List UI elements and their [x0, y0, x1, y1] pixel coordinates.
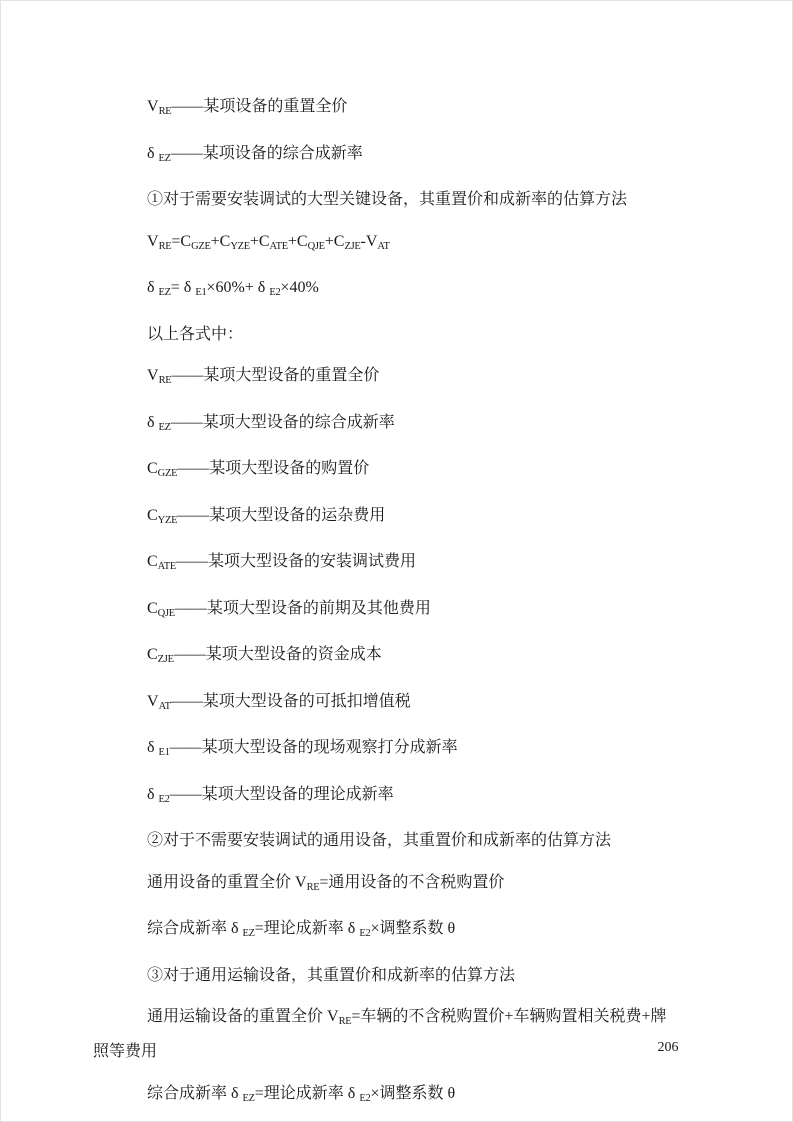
- text-run: δ: [147, 739, 159, 756]
- text-run: 照等费用: [93, 1043, 158, 1060]
- paragraph-4: [93, 227, 702, 262]
- text-run: ——某项大型设备的资金成本: [173, 646, 382, 663]
- text-run: =通用设备的不含税购置价: [319, 873, 505, 891]
- paragraph-2: [93, 139, 702, 174]
- subscript: GZE: [191, 240, 211, 252]
- text-run: 综合成新率 δ: [147, 1084, 243, 1102]
- subscript: YZE: [230, 240, 250, 252]
- text-run: 通用运输设备的重置全价 V: [147, 1008, 339, 1025]
- paragraph-15: [93, 733, 702, 768]
- text-run: δ: [147, 413, 159, 431]
- text-run: = δ: [170, 279, 196, 296]
- text-run: ——某项大型设备的重置全价: [171, 367, 380, 384]
- paragraph-13: [93, 640, 702, 675]
- subscript: E2: [158, 793, 170, 805]
- text-run: ——某项大型设备的现场观察打分成新率: [169, 739, 458, 756]
- text-run: C: [147, 646, 158, 663]
- text-run: ——某项设备的重置全价: [171, 98, 348, 115]
- paragraph-21: [93, 1002, 702, 1067]
- text-run: ——某项设备的综合成新率: [170, 144, 363, 162]
- subscript: RE: [158, 375, 172, 386]
- subscript: ZJE: [157, 654, 174, 665]
- subscript: E2: [269, 287, 281, 298]
- text-run: ——某项大型设备的运杂费用: [177, 506, 386, 524]
- page-number: 206: [657, 1040, 679, 1055]
- text-run: ——某项大型设备的购置价: [177, 460, 370, 477]
- subscript: QJE: [307, 240, 325, 252]
- subscript: YZE: [157, 514, 178, 526]
- subscript: AT: [377, 240, 390, 252]
- paragraph-7: [93, 361, 702, 396]
- paragraph-5: [93, 273, 702, 308]
- text-run: ——某项大型设备的安装调试费用: [176, 553, 417, 570]
- subscript: GZE: [157, 468, 178, 479]
- text-run: ——某项大型设备的前期及其他费用: [174, 599, 431, 617]
- paragraph-1: [93, 92, 702, 127]
- text-run: +C: [249, 232, 270, 250]
- text-run: ×调整系数 θ: [370, 920, 456, 937]
- paragraph-3: [93, 185, 702, 215]
- text-run: ——某项大型设备的可抵扣增值税: [170, 692, 411, 710]
- text-run: ×40%: [280, 279, 319, 296]
- subscript: RE: [306, 881, 320, 893]
- text-run: C: [147, 553, 158, 570]
- text-run: V: [147, 367, 159, 384]
- text-run: ①对于需要安装调试的大型关键设备，其重置价和成新率的估算方法: [147, 191, 628, 208]
- text-run: =理论成新率 δ: [254, 920, 360, 937]
- paragraph-6: [93, 320, 702, 350]
- subscript: EZ: [158, 287, 171, 298]
- text-run: V: [147, 98, 159, 115]
- subscript: ATE: [157, 561, 177, 572]
- text-run: ——某项大型设备的理论成新率: [169, 785, 394, 803]
- paragraph-16: [93, 780, 702, 815]
- text-run: 以上各式中：: [147, 325, 244, 343]
- subscript: EZ: [242, 1092, 255, 1104]
- subscript: E1: [158, 747, 170, 758]
- text-run: =C: [171, 232, 192, 250]
- subscript: RE: [158, 240, 172, 252]
- text-run: V: [147, 692, 159, 710]
- paragraph-8: [93, 408, 702, 443]
- text-run: ×60%+ δ: [206, 279, 270, 296]
- text-run: C: [147, 460, 158, 477]
- text-run: C: [147, 506, 158, 524]
- document-body: [93, 92, 702, 1122]
- subscript: EZ: [242, 928, 255, 939]
- text-run: ×调整系数 θ: [370, 1084, 456, 1102]
- subscript: EZ: [158, 421, 171, 433]
- paragraph-11: [93, 547, 702, 582]
- text-run: ③对于通用运输设备，其重置价和成新率的估算方法: [147, 966, 516, 984]
- text-run: -V: [360, 232, 378, 250]
- text-run: 通用设备的重置全价 V: [147, 873, 307, 891]
- paragraph-20: [93, 961, 702, 991]
- text-run: V: [147, 232, 159, 250]
- subscript: E2: [359, 928, 371, 939]
- paragraph-22: [93, 1079, 702, 1114]
- paragraph-18: [93, 868, 702, 903]
- subscript: AT: [158, 700, 171, 712]
- text-run: δ: [147, 279, 159, 296]
- paragraph-12: [93, 594, 702, 629]
- paragraph-17: [93, 826, 702, 856]
- text-run: δ: [147, 144, 159, 162]
- subscript: ZJE: [344, 240, 361, 252]
- text-run: +C: [210, 232, 231, 250]
- text-run: ②对于不需要安装调试的通用设备，其重置价和成新率的估算方法: [147, 832, 612, 849]
- text-run: δ: [147, 785, 159, 803]
- paragraph-14: [93, 687, 702, 722]
- text-run: +C: [287, 232, 308, 250]
- subscript: E2: [359, 1092, 371, 1104]
- text-run: +C: [324, 232, 345, 250]
- subscript: RE: [158, 106, 172, 117]
- text-run: ——某项大型设备的综合成新率: [170, 413, 395, 431]
- text-run: C: [147, 599, 158, 617]
- paragraph-9: [93, 454, 702, 489]
- text-run: =车辆的不含税购置价+车辆购置相关税费+牌: [351, 1008, 667, 1025]
- subscript: EZ: [158, 152, 171, 164]
- subscript: QJE: [157, 607, 175, 619]
- paragraph-10: [93, 501, 702, 536]
- text-run: =理论成新率 δ: [254, 1084, 360, 1102]
- paragraph-19: [93, 914, 702, 949]
- text-run: 综合成新率 δ: [147, 920, 243, 937]
- subscript: E1: [195, 287, 207, 298]
- subscript: RE: [338, 1016, 352, 1027]
- subscript: ATE: [269, 240, 288, 252]
